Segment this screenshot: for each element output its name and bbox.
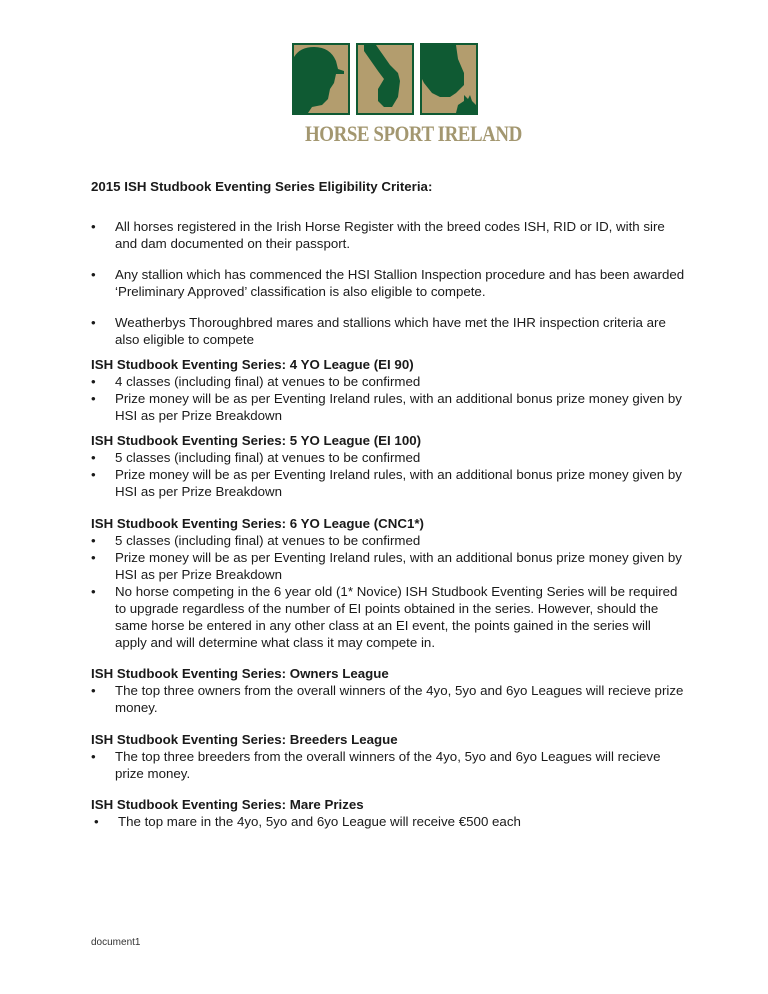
bullet-icon: • <box>91 374 96 389</box>
section-heading-mare-prizes: ISH Studbook Eventing Series: Mare Prizes <box>91 797 364 812</box>
bullet-icon: • <box>91 683 96 698</box>
bullet-icon: • <box>91 267 96 282</box>
logo-wordmark: HORSE SPORT IRELAND <box>305 121 522 146</box>
bullet-icon: • <box>91 391 96 406</box>
bullet-icon: • <box>91 219 96 234</box>
horse-sport-ireland-logo <box>292 43 522 149</box>
bullet-icon: • <box>91 550 96 565</box>
section-heading-4yo: ISH Studbook Eventing Series: 4 YO League (EI 90) <box>91 357 414 372</box>
bullet-icon: • <box>91 315 96 330</box>
bullet-icon: • <box>91 584 96 599</box>
bullet-icon: • <box>91 533 96 548</box>
bullet-icon: • <box>91 749 96 764</box>
section-heading-5yo: ISH Studbook Eventing Series: 5 YO League (EI 100) <box>91 433 422 448</box>
document-footer: document1 <box>91 937 141 948</box>
bullet-icon: • <box>94 814 99 829</box>
section-heading-owners: ISH Studbook Eventing Series: Owners League <box>91 666 389 681</box>
bullet-icon: • <box>91 467 96 482</box>
document-title: 2015 ISH Studbook Eventing Series Eligibility Criteria: <box>91 179 433 194</box>
section-heading-breeders: ISH Studbook Eventing Series: Breeders League <box>91 732 398 747</box>
logo-squares-icon <box>292 43 478 115</box>
section-heading-6yo: ISH Studbook Eventing Series: 6 YO League (CNC1*) <box>91 516 424 531</box>
bullet-icon: • <box>91 450 96 465</box>
